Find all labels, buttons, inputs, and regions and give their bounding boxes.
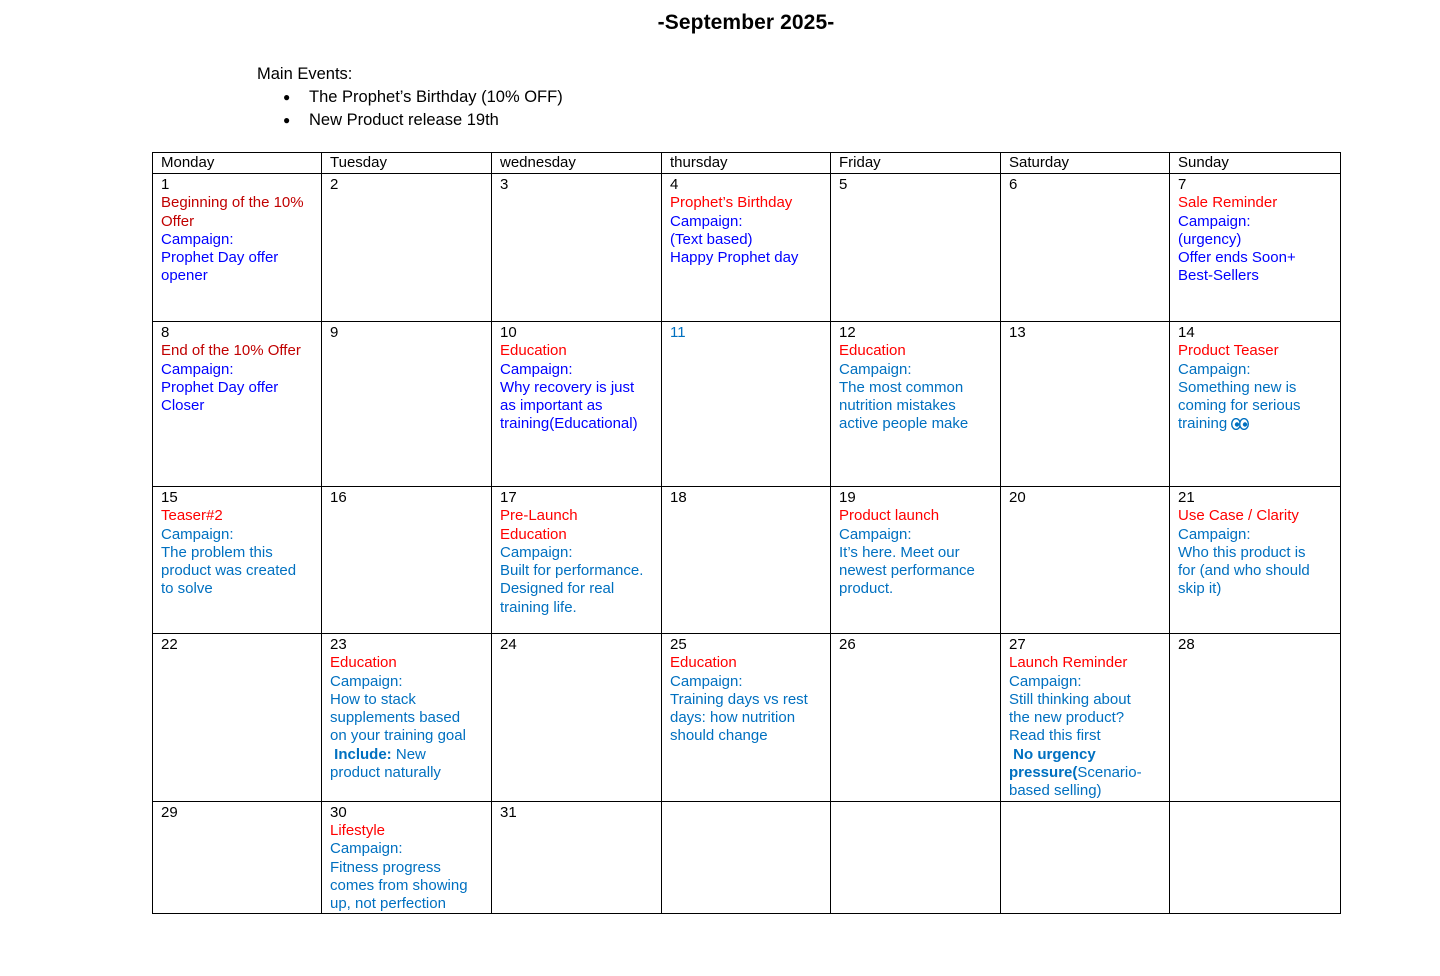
event-line (1178, 379, 1333, 397)
event-line-text: The most common (839, 378, 964, 396)
event-line (670, 691, 823, 709)
event-line-text: Use Case / Clarity (1178, 507, 1299, 525)
day-number: 12 (839, 324, 856, 341)
event-line (839, 361, 993, 379)
event-line (161, 544, 314, 562)
day-cell-12 (831, 322, 1001, 487)
event-line (670, 709, 823, 727)
event-line (161, 562, 314, 580)
day-cell-15 (153, 487, 322, 634)
calendar-table (152, 152, 1341, 914)
day-cell-31 (492, 801, 662, 914)
day-number: 7 (1178, 176, 1187, 193)
day-number: 24 (500, 636, 517, 653)
day-cell-empty (1170, 801, 1341, 914)
event-line-text: Education (500, 525, 567, 543)
event-line-text: training(Educational) (500, 415, 638, 433)
event-line-text: Campaign: (330, 672, 403, 690)
event-line-text: Campaign: (500, 543, 573, 561)
weekday-header-monday: Monday (153, 153, 322, 174)
day-number: 14 (1178, 324, 1195, 341)
event-line-text: Campaign: (330, 840, 403, 858)
day-number: 10 (500, 324, 517, 341)
main-event-item (257, 109, 563, 132)
event-line-text: Education (839, 342, 906, 360)
page-title: -September 2025- (657, 11, 835, 34)
event-line (1178, 415, 1333, 433)
day-cell-empty (831, 801, 1001, 914)
day-number: 13 (1009, 324, 1026, 341)
event-line-text: for (and who should (1178, 562, 1310, 580)
event-line (670, 231, 823, 249)
day-cell-11 (662, 322, 831, 487)
event-line (161, 580, 314, 598)
event-line (500, 599, 654, 617)
event-line-text: on your training goal (330, 727, 466, 745)
event-line (1178, 544, 1333, 562)
event-line-text: Campaign: (1178, 212, 1251, 230)
event-line (1178, 397, 1333, 415)
event-line (839, 580, 993, 598)
day-cell-5 (831, 174, 1001, 322)
day-cell-9 (322, 322, 492, 487)
event-line-text: Offer (161, 212, 195, 230)
day-number: 22 (161, 636, 178, 653)
event-line (1009, 654, 1162, 672)
event-line (161, 342, 314, 360)
event-line (500, 415, 654, 433)
event-line (1178, 562, 1333, 580)
day-cell-4 (662, 174, 831, 322)
event-line (330, 895, 484, 913)
day-number: 21 (1178, 489, 1195, 506)
event-line-text: Offer ends Soon+ (1178, 249, 1296, 267)
event-line (161, 361, 314, 379)
event-line-text: supplements based (330, 709, 461, 727)
event-line (1009, 782, 1162, 800)
day-number: 4 (670, 176, 679, 193)
day-cell-8 (153, 322, 322, 487)
event-line (161, 249, 314, 267)
event-line (1009, 673, 1162, 691)
event-line-text: product. (839, 580, 894, 598)
event-line-text: How to stack (330, 690, 416, 708)
event-line-text: Education (670, 654, 737, 672)
event-line-text: Teaser#2 (161, 507, 223, 525)
event-line-text: Why recovery is just (500, 378, 635, 396)
calendar-week-row (153, 634, 1341, 802)
day-cell-19 (831, 487, 1001, 634)
day-number: 16 (330, 489, 347, 506)
event-line (161, 194, 314, 212)
event-line-text: to solve (161, 580, 213, 598)
event-line (161, 267, 314, 285)
event-line (1178, 342, 1333, 360)
event-line (330, 764, 484, 782)
event-line-text: newest performance (839, 562, 975, 580)
event-line-text: No urgency (1009, 745, 1096, 763)
day-number: 19 (839, 489, 856, 506)
main-events-heading: Main Events: (257, 65, 353, 83)
event-line (330, 822, 484, 840)
event-line (839, 562, 993, 580)
event-line (330, 877, 484, 895)
day-cell-28 (1170, 634, 1341, 802)
event-line-text: Campaign: (839, 360, 912, 378)
event-line-text: Campaign: (1009, 672, 1082, 690)
day-number: 18 (670, 489, 687, 506)
event-line-suffix: New (391, 745, 426, 763)
event-line-text: training life. (500, 598, 577, 616)
event-line (500, 379, 654, 397)
event-line (330, 673, 484, 691)
event-line (839, 507, 993, 525)
event-line (839, 526, 993, 544)
event-line-text: training (1178, 415, 1228, 433)
event-line-text: Campaign: (670, 672, 743, 690)
day-cell-16 (322, 487, 492, 634)
bullet-icon: ● (283, 90, 291, 104)
day-number: 1 (161, 176, 170, 193)
event-line-text: product naturally (330, 764, 441, 782)
day-cell-25 (662, 634, 831, 802)
event-line-text: Campaign: (1178, 525, 1251, 543)
event-line-text: Closer (161, 397, 205, 415)
day-number: 6 (1009, 176, 1018, 193)
calendar-header-row (153, 153, 1341, 174)
day-cell-2 (322, 174, 492, 322)
event-line-text: Pre-Launch (500, 507, 578, 525)
event-line-text: nutrition mistakes (839, 397, 956, 415)
day-cell-13 (1001, 322, 1170, 487)
weekday-header-wednesday: wednesday (492, 153, 662, 174)
day-cell-10 (492, 322, 662, 487)
event-line (500, 342, 654, 360)
event-line (161, 397, 314, 415)
event-line (1009, 691, 1162, 709)
event-line-text: Prophet Day offer (161, 249, 279, 267)
day-cell-26 (831, 634, 1001, 802)
event-line-text: Product launch (839, 507, 940, 525)
event-line-text: The problem this (161, 543, 273, 561)
event-line (161, 213, 314, 231)
event-line (1178, 249, 1333, 267)
calendar-week-row (153, 174, 1341, 322)
event-line-text: End of the 10% Offer (161, 342, 301, 360)
calendar-week-row (153, 487, 1341, 634)
event-line (1178, 507, 1333, 525)
event-line (1009, 727, 1162, 745)
event-line (839, 342, 993, 360)
day-number: 30 (330, 803, 347, 821)
weekday-header-saturday: Saturday (1001, 153, 1170, 174)
event-line-text: (urgency) (1178, 230, 1242, 248)
event-line-text: Sale Reminder (1178, 194, 1278, 212)
day-number: 5 (839, 176, 848, 193)
event-line (839, 415, 993, 433)
eyes-emoji-icon (1231, 418, 1250, 430)
event-line (500, 507, 654, 525)
event-line (330, 727, 484, 745)
day-cell-17 (492, 487, 662, 634)
event-line (161, 507, 314, 525)
event-line (670, 194, 823, 212)
event-line (161, 379, 314, 397)
day-number: 11 (670, 324, 686, 341)
event-line (500, 562, 654, 580)
calendar-body (153, 174, 1341, 914)
event-line-text: Beginning of the 10% (161, 194, 304, 212)
event-line-text: Education (500, 342, 567, 360)
event-line (670, 673, 823, 691)
event-line (500, 526, 654, 544)
event-line-text: opener (161, 267, 208, 285)
event-line-text: skip it) (1178, 580, 1222, 598)
day-cell-30 (322, 801, 492, 914)
event-line-text: as important as (500, 397, 603, 415)
event-line-text: Best-Sellers (1178, 267, 1259, 285)
event-line-text: Something new is (1178, 378, 1297, 396)
day-number: 26 (839, 636, 856, 653)
event-line-text: Campaign: (500, 360, 573, 378)
day-cell-23 (322, 634, 492, 802)
event-line-text: Education (330, 654, 397, 672)
day-number: 3 (500, 176, 509, 193)
event-line-text: Prophet Day offer (161, 378, 279, 396)
weekday-header-friday: Friday (831, 153, 1001, 174)
event-line-text: Lifestyle (330, 821, 386, 839)
day-cell-14 (1170, 322, 1341, 487)
event-line (500, 361, 654, 379)
event-line (330, 691, 484, 709)
main-events-list (257, 86, 563, 132)
event-line-text: (Text based) (670, 230, 753, 248)
calendar-week-row (153, 322, 1341, 487)
event-line (839, 379, 993, 397)
day-cell-6 (1001, 174, 1170, 322)
event-line-text: Built for performance. (500, 562, 644, 580)
event-line-text: Campaign: (1178, 360, 1251, 378)
event-line-text: Happy Prophet day (670, 249, 799, 267)
event-line (330, 709, 484, 727)
event-line-text: Fitness progress (330, 858, 441, 876)
event-line (670, 249, 823, 267)
event-line-text: Campaign: (161, 525, 234, 543)
event-line-text: Prophet’s Birthday (670, 194, 793, 212)
event-line (330, 654, 484, 672)
event-line-text: product was created (161, 562, 297, 580)
weekday-header-thursday: thursday (662, 153, 831, 174)
day-number: 17 (500, 489, 517, 506)
event-line (1178, 526, 1333, 544)
day-cell-27 (1001, 634, 1170, 802)
main-event-text: New Product release 19th (309, 111, 499, 129)
day-number: 29 (161, 803, 178, 821)
event-line (1178, 580, 1333, 598)
event-line-text: should change (670, 727, 768, 745)
event-line-text: Who this product is (1178, 543, 1306, 561)
event-line-text: Read this first (1009, 727, 1101, 745)
event-line (1178, 213, 1333, 231)
weekday-header-tuesday: Tuesday (322, 153, 492, 174)
day-number: 8 (161, 324, 170, 341)
event-line (1009, 764, 1162, 782)
event-line-text: It’s here. Meet our (839, 543, 960, 561)
event-line-text: Campaign: (161, 230, 234, 248)
event-line (161, 231, 314, 249)
event-line (161, 526, 314, 544)
main-event-text: The Prophet’s Birthday (10% OFF) (309, 88, 563, 106)
day-number: 25 (670, 636, 687, 653)
main-events (257, 63, 563, 132)
event-line-suffix: Scenario- (1077, 764, 1142, 782)
event-line-text: active people make (839, 415, 969, 433)
day-cell-24 (492, 634, 662, 802)
day-number: 28 (1178, 636, 1195, 653)
event-line-text: up, not perfection (330, 895, 446, 913)
event-line-text: Launch Reminder (1009, 654, 1128, 672)
event-line-text: Campaign: (839, 525, 912, 543)
day-number: 31 (500, 803, 517, 821)
event-line (1009, 709, 1162, 727)
event-line (1178, 361, 1333, 379)
event-line (500, 580, 654, 598)
day-number: 9 (330, 324, 339, 341)
event-line (670, 727, 823, 745)
event-line-text: comes from showing (330, 876, 468, 894)
day-cell-empty (662, 801, 831, 914)
bullet-icon: ● (283, 113, 291, 127)
event-line (330, 840, 484, 858)
event-line-text: based selling) (1009, 782, 1102, 800)
day-cell-3 (492, 174, 662, 322)
day-cell-20 (1001, 487, 1170, 634)
event-line (330, 859, 484, 877)
event-line (330, 746, 484, 764)
calendar-week-row (153, 801, 1341, 914)
day-number: 2 (330, 176, 339, 193)
event-line-text: coming for serious (1178, 397, 1301, 415)
day-cell-21 (1170, 487, 1341, 634)
event-line (500, 397, 654, 415)
event-line (839, 544, 993, 562)
event-line-text: pressure( (1009, 764, 1078, 782)
weekday-header-sunday: Sunday (1170, 153, 1341, 174)
event-line (1009, 746, 1162, 764)
event-line (500, 544, 654, 562)
event-line-text: Campaign: (161, 360, 234, 378)
event-line-text: days: how nutrition (670, 709, 796, 727)
event-line (1178, 267, 1333, 285)
main-event-item (257, 86, 563, 109)
event-line (1178, 194, 1333, 212)
event-line (839, 397, 993, 415)
day-cell-empty (1001, 801, 1170, 914)
day-number: 27 (1009, 636, 1026, 653)
day-cell-7 (1170, 174, 1341, 322)
event-line-text: Training days vs rest (670, 690, 808, 708)
day-cell-22 (153, 634, 322, 802)
event-line-text: Campaign: (670, 212, 743, 230)
day-number: 23 (330, 636, 347, 653)
day-cell-1 (153, 174, 322, 322)
event-line-text: Still thinking about (1009, 690, 1131, 708)
event-line (670, 654, 823, 672)
event-line-text: the new product? (1009, 709, 1125, 727)
day-number: 15 (161, 489, 178, 506)
event-line (670, 213, 823, 231)
event-line-text: Designed for real (500, 580, 615, 598)
day-cell-18 (662, 487, 831, 634)
event-line-text: Include: (330, 745, 392, 763)
day-number: 20 (1009, 489, 1026, 506)
event-line (1178, 231, 1333, 249)
day-cell-29 (153, 801, 322, 914)
event-line-text: Product Teaser (1178, 342, 1279, 360)
